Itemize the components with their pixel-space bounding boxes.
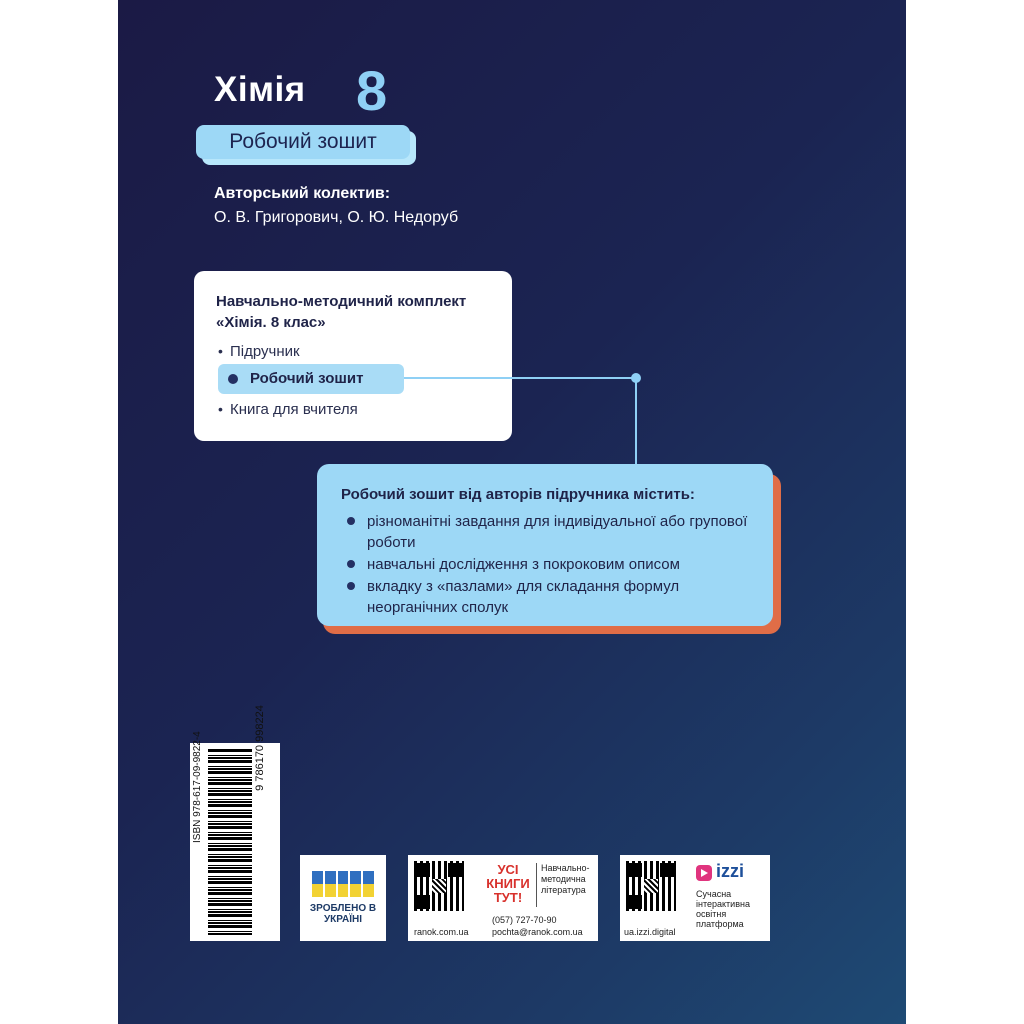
kit-title-line2: «Хімія. 8 клас» [216,314,326,331]
ranok-literature: Навчально-методична література [541,863,590,895]
izzi-logo-icon [696,865,712,881]
izzi-url: ua.izzi.digital [624,927,676,937]
feature-item [367,554,757,575]
qr-code-icon [414,861,464,911]
ranok-card [408,855,598,941]
made-in-ukraine-label: ЗРОБЛЕНО В УКРАЇНІ [309,903,377,925]
connector-line-horizontal [404,377,636,379]
bullet-dot-icon [347,560,355,568]
feature-text: навчальні дослідження з покроковим описом [367,556,680,573]
kit-card [194,271,512,441]
ranok-url: ranok.com.ua [414,927,469,937]
bullet-icon: • [218,343,223,359]
barcode-digits: 9 786170 998224 [254,705,266,791]
grade-number: 8 [356,59,388,122]
divider [536,863,537,907]
authors-names: О. В. Григорович, О. Ю. Недоруб [214,209,459,226]
kit-item-workbook-highlighted [218,364,404,394]
features-box [317,464,773,626]
ranok-slogan: УСІ КНИГИ ТУТ! [486,862,530,905]
isbn-barcode [190,705,280,941]
ranok-phone: (057) 727-70-90 [492,915,557,925]
feature-text: різноманітні завдання для індивідуальної або групової роботи [367,513,748,551]
bullet-dot-icon [347,517,355,525]
qr-code-icon [626,861,676,911]
feature-text: вкладку з «пазлами» для складання формул неорганічних сполук [367,578,680,616]
bullet-dot-icon [228,374,238,384]
authors-label: Авторський колектив: [214,185,391,202]
izzi-name: izzi [716,861,745,881]
kit-title-line1: Навчально-методичний комплект [216,293,467,310]
kit-item-label: Книга для вчителя [230,401,358,418]
feature-item [367,511,757,553]
isbn-text: ISBN 978-617-09-9822-4 [192,731,203,843]
bullet-dot-icon [347,582,355,590]
izzi-card [620,855,770,941]
kit-title [216,291,506,333]
subject-title: Хімія [214,70,306,109]
ranok-email: pochta@ranok.com.ua [492,927,583,937]
feature-item [367,576,757,618]
made-in-ukraine-badge [300,855,386,941]
features-title: Робочий зошит від авторів підручника містить: [341,486,695,503]
kit-item-label: Робочий зошит [250,370,364,387]
connector-line-vertical [635,379,637,465]
ukraine-flag-icon [312,871,374,897]
kit-item-textbook [218,343,300,360]
barcode-bars [208,749,252,935]
book-back-cover [118,0,906,1024]
workbook-badge: Робочий зошит [196,125,410,159]
izzi-description: Сучасна інтерактивна освітня платформа [696,889,750,929]
kit-item-label: Підручник [230,343,300,360]
kit-item-teacher-book [218,401,358,418]
bullet-icon: • [218,401,223,417]
